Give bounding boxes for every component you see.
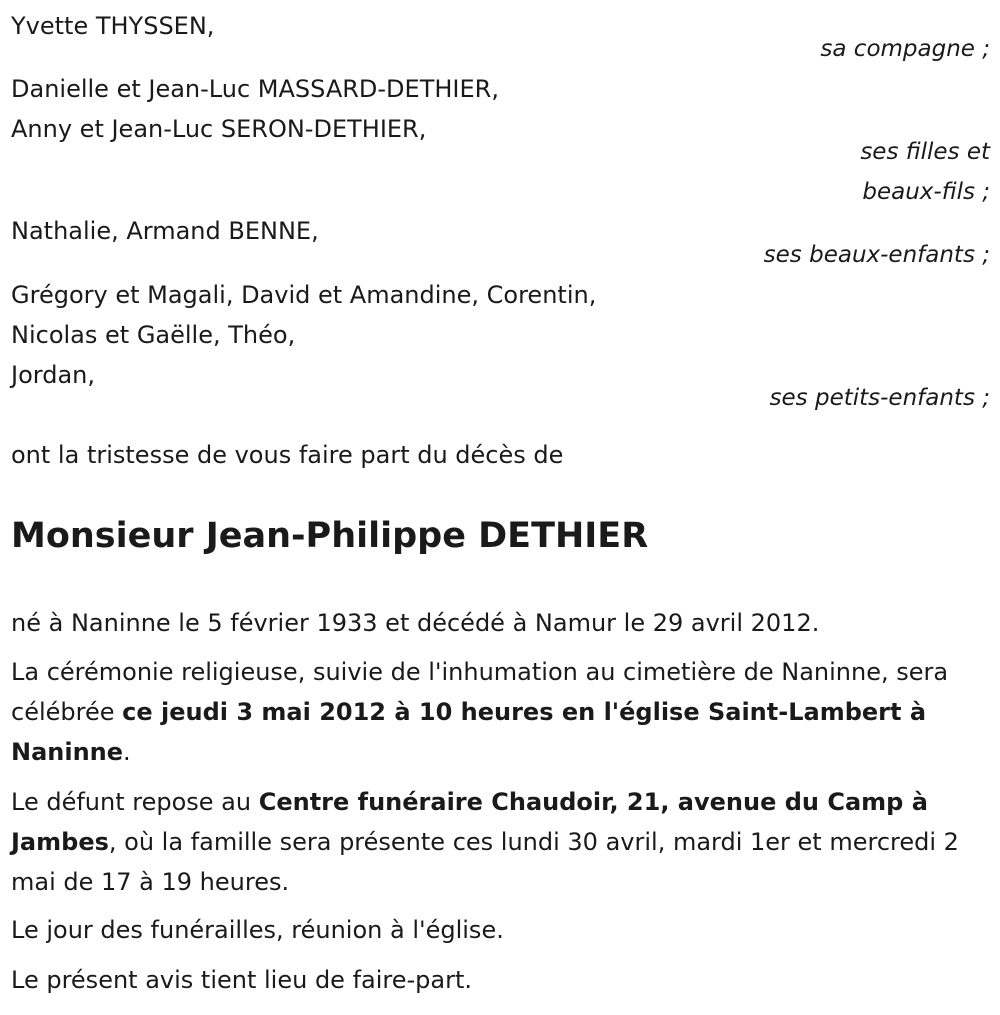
grandchildren-line-1: Grégory et Magali, David et Amandine, Corentin,	[11, 281, 597, 309]
daughters-role-line-1: ses filles et	[860, 139, 990, 165]
birth-death-text: né à Naninne le 5 février 1933 et décédé à Namur le 29 avril 2012.	[11, 609, 820, 637]
ceremony-intro: La cérémonie religieuse, suivie de l'inhumation au cimetière de Naninne, sera célébrée	[11, 658, 949, 726]
stepchildren-role: ses beaux-enfants ;	[763, 242, 990, 268]
ceremony-details: ce jeudi 3 mai 2012 à 10 heures en l'église Saint-Lambert à Naninne	[11, 698, 927, 766]
companion-name: Yvette THYSSEN,	[11, 12, 215, 40]
ceremony-end: .	[123, 738, 131, 766]
notice-text: Le présent avis tient lieu de faire-part.	[11, 966, 473, 994]
ceremony-paragraph	[11, 652, 990, 772]
funeral-day-paragraph	[11, 910, 990, 950]
announcement-text: ont la tristesse de vous faire part du décès de	[11, 441, 564, 469]
notice-paragraph	[11, 960, 990, 1000]
stepchildren-line: Nathalie, Armand BENNE,	[11, 217, 319, 245]
daughters-line-2: Anny et Jean-Luc SERON-DETHIER,	[11, 115, 427, 143]
companion-role: sa compagne ;	[820, 36, 990, 62]
repose-location: Centre funéraire Chaudoir, 21, avenue du Camp à Jambes	[11, 788, 928, 856]
repose-end: , où la famille sera présente ces lundi 30 avril, mardi 1er et mercredi 2 mai de 17 à 19 heures.	[11, 828, 959, 896]
grandchildren-role: ses petits-enfants ;	[769, 385, 990, 411]
grandchildren-line-2: Nicolas et Gaëlle, Théo,	[11, 321, 296, 349]
deceased-name: Monsieur Jean-Philippe DETHIER	[11, 516, 649, 556]
daughters-role-line-2: beaux-fils ;	[862, 179, 990, 205]
daughters-line-1: Danielle et Jean-Luc MASSARD-DETHIER,	[11, 75, 499, 103]
repose-paragraph	[11, 782, 990, 902]
birth-death-paragraph	[11, 603, 990, 643]
repose-intro: Le défunt repose au	[11, 788, 259, 816]
grandchildren-line-3: Jordan,	[11, 361, 95, 389]
funeral-day-text: Le jour des funérailles, réunion à l'église.	[11, 916, 504, 944]
